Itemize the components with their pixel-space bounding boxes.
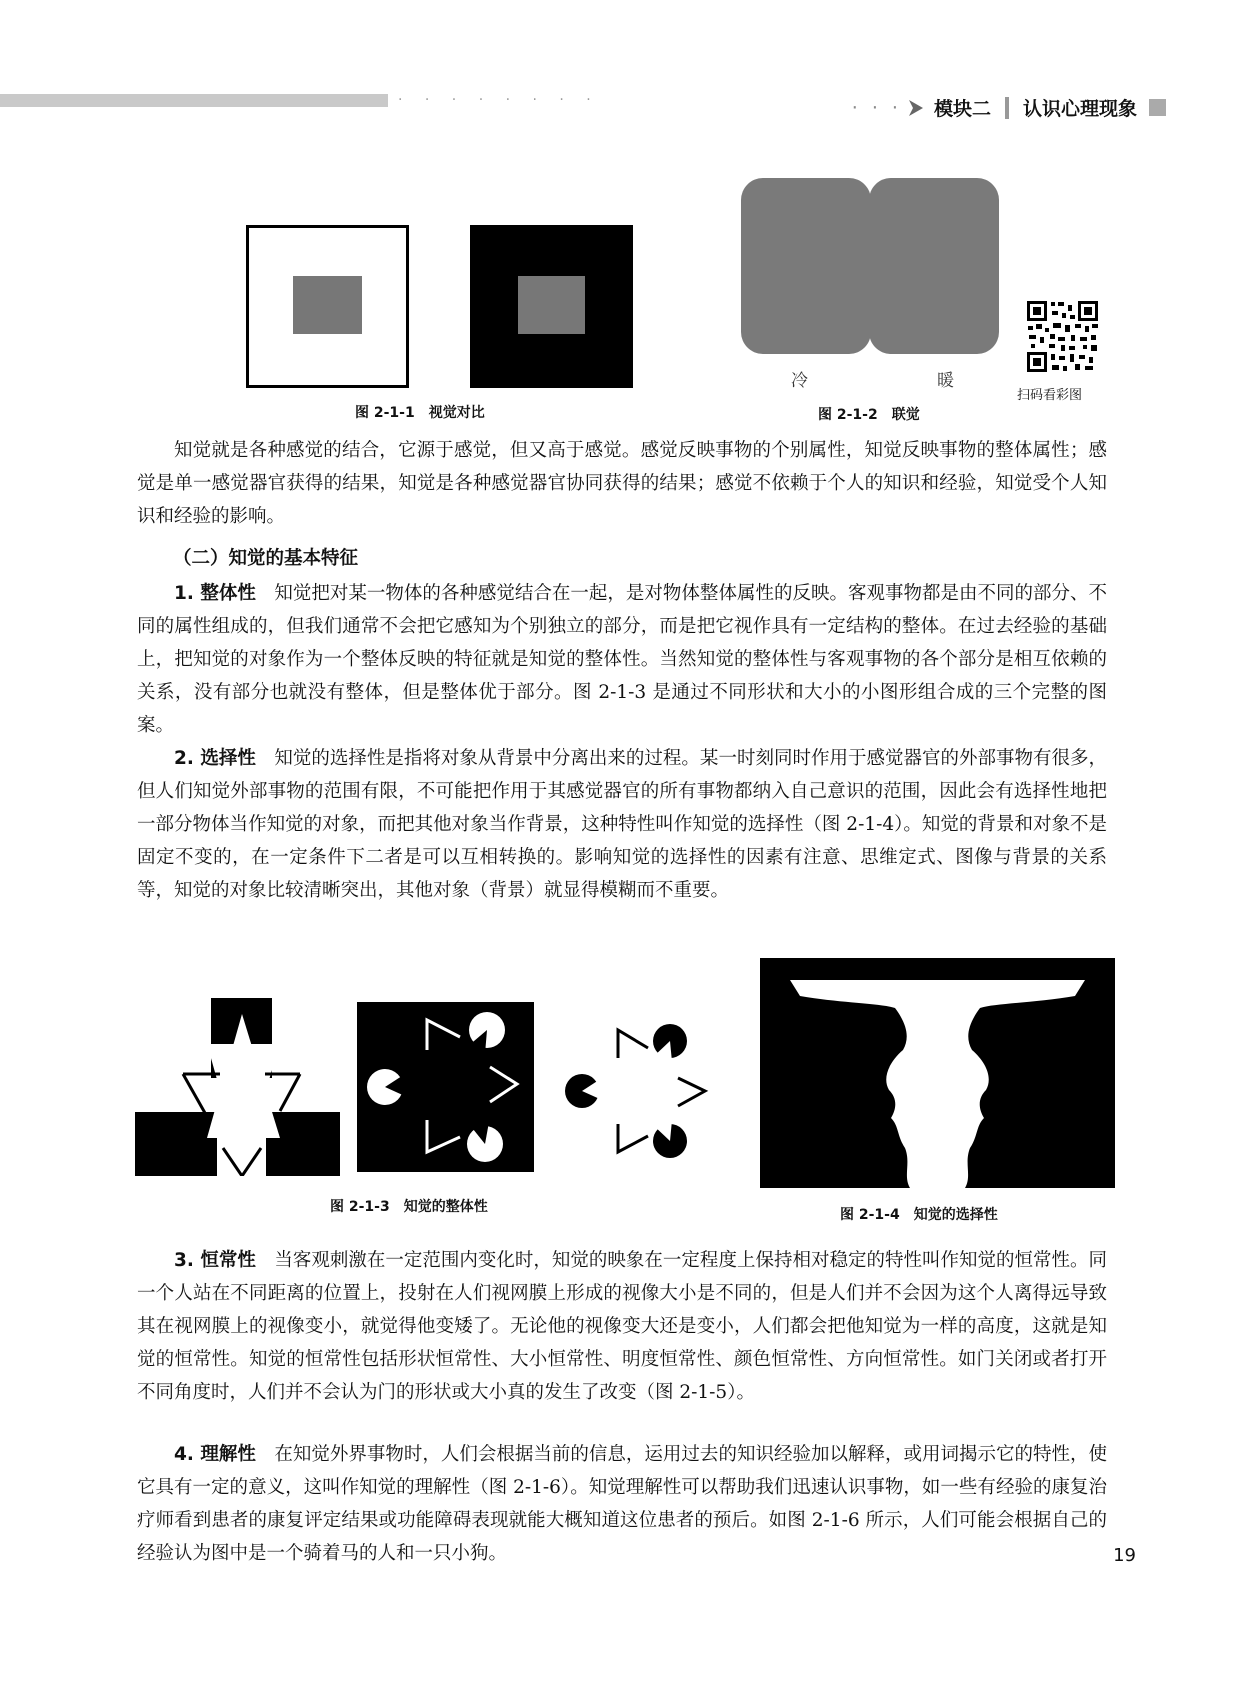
paragraph-wholeness: [137, 577, 1107, 742]
header-square-icon: [1149, 99, 1166, 116]
term-selectivity: 2. 选择性: [174, 748, 256, 769]
header-dots: · · · · · · · ·: [398, 92, 600, 108]
fig-2-1-1-caption: 图 2-1-1 视觉对比: [355, 405, 485, 421]
label-cold: 冷: [791, 371, 808, 391]
chapter-title: 认识心理现象: [1022, 98, 1137, 120]
fig-2-1-3-kanizsa-black-square: [357, 1002, 534, 1172]
paragraph-understanding: [137, 1438, 1107, 1570]
fig-2-1-4-caption: 图 2-1-4 知觉的选择性: [840, 1207, 998, 1223]
gray-square: [518, 276, 585, 334]
paragraph-wholeness-text: 知觉把对某一物体的各种感觉结合在一起，是对物体整体属性的反映。客观事物都是由不同的部分、不同的属性组成的，但我们通常不会把它感知为个别独立的部分，而是把它视作具有一定结构的整体。在过去经验的基础上，把知觉的对象作为一个整体反映的特征就是知觉的整体性。当然知觉的整体性与客观事物的各个部分是相互依赖的关系，没有部分也就没有整体，但是整体优于部分。图 2-1-3 是通过不同形状和大小的小图形组合成的三个完整的图案。: [137, 583, 1107, 736]
fig-2-1-3-kanizsa-triangle: [560, 1020, 710, 1160]
paragraph-constancy: [137, 1244, 1107, 1409]
paragraph-perception-definition: 知觉就是各种感觉的结合，它源于感觉，但又高于感觉。感觉反映事物的个别属性，知觉反映事物的整体属性；感觉是单一感觉器官获得的结果，知觉是各种感觉器官协同获得的结果；感觉不依赖于个人的知识和经验，知觉受个人知识和经验的影响。: [137, 440, 1107, 527]
fig-2-1-4-rubin-vase: [760, 958, 1115, 1188]
header-dots-right: · · ·: [851, 96, 902, 119]
arrow-right-icon: [906, 98, 926, 118]
page-number: 19: [1113, 1545, 1136, 1566]
paragraph-selectivity: [137, 742, 1107, 907]
fig-2-1-1-white-panel: [246, 225, 409, 388]
term-understanding: 4. 理解性: [174, 1444, 256, 1465]
fig-2-1-3-caption: 图 2-1-3 知觉的整体性: [330, 1199, 488, 1215]
qr-code-icon[interactable]: [1025, 299, 1100, 374]
running-header: [852, 94, 1166, 121]
gray-square: [293, 276, 362, 334]
fig-2-1-3-kanizsa-blocks: [135, 998, 340, 1176]
fig-2-1-1-black-panel: [470, 225, 633, 388]
paragraph-constancy-text: 当客观刺激在一定范围内变化时，知觉的映象在一定程度上保持相对稳定的特性叫作知觉的恒常性。同一个人站在不同距离的位置上，投射在人们视网膜上形成的视像大小是不同的，但是人们并不会因为这个人离得远导致其在视网膜上的视像变小，就觉得他变矮了。无论他的视像变大还是变小，人们都会把他知觉为一样的高度，这就是知觉的恒常性。知觉的恒常性包括形状恒常性、大小恒常性、明度恒常性、颜色恒常性、方向恒常性。如门关闭或者打开不同角度时，人们并不会认为门的形状或大小真的发生了改变（图 2-1-5）。: [137, 1250, 1107, 1403]
module-label: 模块二: [933, 98, 991, 120]
paragraph-selectivity-text: 知觉的选择性是指将对象从背景中分离出来的过程。某一时刻同时作用于感觉器官的外部事物有很多，但人们知觉外部事物的范围有限，不可能把作用于其感觉器官的所有事物都纳入自己意识的范围，因此会有选择性地把一部分物体当作知觉的对象，而把其他对象当作背景，这种特性叫作知觉的选择性（图 2-1-4）。知觉的背景和对象不是固定不变的，在一定条件下二者是可以互相转换的。影响知觉的选择性的因素有注意、思维定式、图像与背景的关系等，知觉的对象比较清晰突出，其他对象（背景）就显得模糊而不重要。: [137, 748, 1107, 901]
fig-2-1-2-cold-block: [741, 178, 871, 354]
term-constancy: 3. 恒常性: [174, 1250, 256, 1271]
fig-2-1-2-warm-block: [869, 178, 999, 354]
section-heading: （二）知觉的基本特征: [173, 548, 359, 569]
header-separator: [1005, 97, 1009, 119]
header-gray-bar: [0, 94, 388, 107]
paragraph-understanding-text: 在知觉外界事物时，人们会根据当前的信息，运用过去的知识经验加以解释，或用词揭示它的特性，使它具有一定的意义，这叫作知觉的理解性（图 2-1-6）。知觉理解性可以帮助我们迅速认识事物，如一些有经验的康复治疗师看到患者的康复评定结果或功能障碍表现就能大概知道这位患者的预后。如图 2-1-6 所示，人们可能会根据自己的经验认为图中是一个骑着马的人和一只小狗。: [137, 1444, 1107, 1564]
term-wholeness: 1. 整体性: [174, 583, 256, 604]
label-warm: 暖: [937, 371, 954, 391]
fig-2-1-2-caption: 图 2-1-2 联觉: [818, 407, 920, 423]
qr-caption: 扫码看彩图: [1017, 388, 1083, 403]
